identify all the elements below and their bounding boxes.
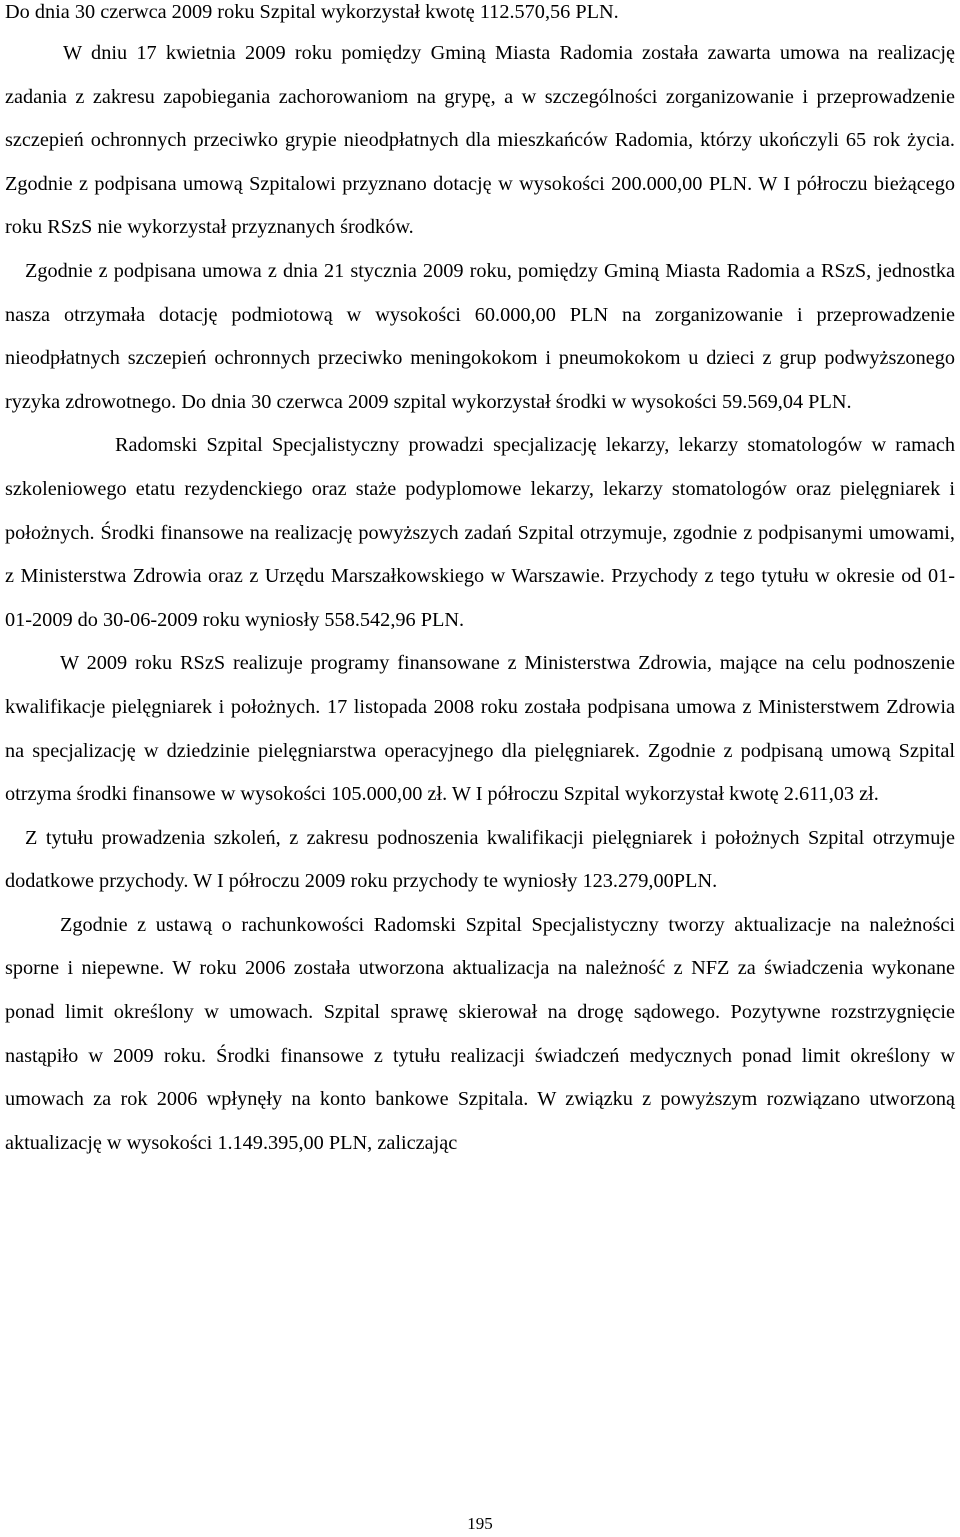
page-number: 195 bbox=[467, 1514, 493, 1533]
document-page bbox=[5, 0, 955, 1165]
paragraph-7: Zgodnie z ustawą o rachunkowości Radomski Szpital Specjalistyczny tworzy aktualizacje na należności sporne i niepewne. W roku 2006 została utworzona aktualizacja na należność z NFZ za świadczenia wykonane ponad limit określony w umowach. Szpital sprawę skierował na drogę sądowego. Pozytywne rozstrzygnięcie nastąpiło w 2009 roku. Środki finansowe z tytułu realizacji świadczeń medycznych ponad limit określony w umowach za rok 2006 wpłynęły na konto bankowe Szpitala. W związku z powyższym rozwiązano utworzoną aktualizację w wysokości 1.149.395,00 PLN, zaliczając bbox=[5, 913, 955, 1154]
paragraph-2: W dniu 17 kwietnia 2009 roku pomiędzy Gminą Miasta Radomia została zawarta umowa na realizację zadania z zakresu zapobiegania zachorowaniom na grypę, a w szczególności zorganizowanie i przeprowadzenie szczepień ochronnych przeciwko grypie nieodpłatnych dla mieszkańców Radomia, którzy ukończyli 65 rok życia. Zgodnie z podpisana umową Szpitalowi przyznano dotację w wysokości 200.000,00 PLN. W I półroczu bieżącego roku RSzS nie wykorzystał przyznanych środków. bbox=[5, 42, 955, 239]
paragraph-3: Zgodnie z podpisana umowa z dnia 21 stycznia 2009 roku, pomiędzy Gminą Miasta Radomia a RSzS, jednostka nasza otrzymała dotację podmiotową w wysokości 60.000,00 PLN na zorganizowanie i przeprowadzenie nieodpłatnych szczepień ochronnych przeciwko meningokokom i pneumokokom u dzieci z grup podwyższonego ryzyka zdrowotnego. Do dnia 30 czerwca 2009 szpital wykorzystał środki w wysokości 59.569,04 PLN. bbox=[5, 259, 955, 413]
paragraph-5: W 2009 roku RSzS realizuje programy finansowane z Ministerstwa Zdrowia, mające na celu podnoszenie kwalifikacje pielęgniarek i położnych. 17 listopada 2008 roku została podpisana umowa z Ministerstwem Zdrowia na specjalizację w dziedzinie pielęgniarstwa operacyjnego dla pielęgniarek. Zgodnie z podpisaną umową Szpital otrzyma środki finansowe w wysokości 105.000,00 zł. W I półroczu Szpital wykorzystał kwotę 2.611,03 zł. bbox=[5, 652, 955, 806]
paragraph-1: Do dnia 30 czerwca 2009 roku Szpital wykorzystał kwotę 112.570,56 PLN. bbox=[5, 1, 619, 23]
paragraph-6: Z tytułu prowadzenia szkoleń, z zakresu podnoszenia kwalifikacji pielęgniarek i położnych Szpital otrzymuje dodatkowe przychody. W I półroczu 2009 roku przychody te wyniosły 123.279,00PLN. bbox=[5, 826, 955, 893]
paragraph-4: Radomski Szpital Specjalistyczny prowadzi specjalizację lekarzy, lekarzy stomatologów w ramach szkoleniowego etatu rezydenckiego oraz staże podyplomowe lekarzy, lekarzy stomatologów oraz pielęgniarek i położnych. Środki finansowe na realizację powyższych zadań Szpital otrzymuje, zgodnie z podpisanymi umowami, z Ministerstwa Zdrowia oraz z Urzędu Marszałkowskiego w Warszawie. Przychody z tego tytułu w okresie od 01-01-2009 do 30-06-2009 roku wyniosły 558.542,96 PLN. bbox=[5, 434, 955, 631]
